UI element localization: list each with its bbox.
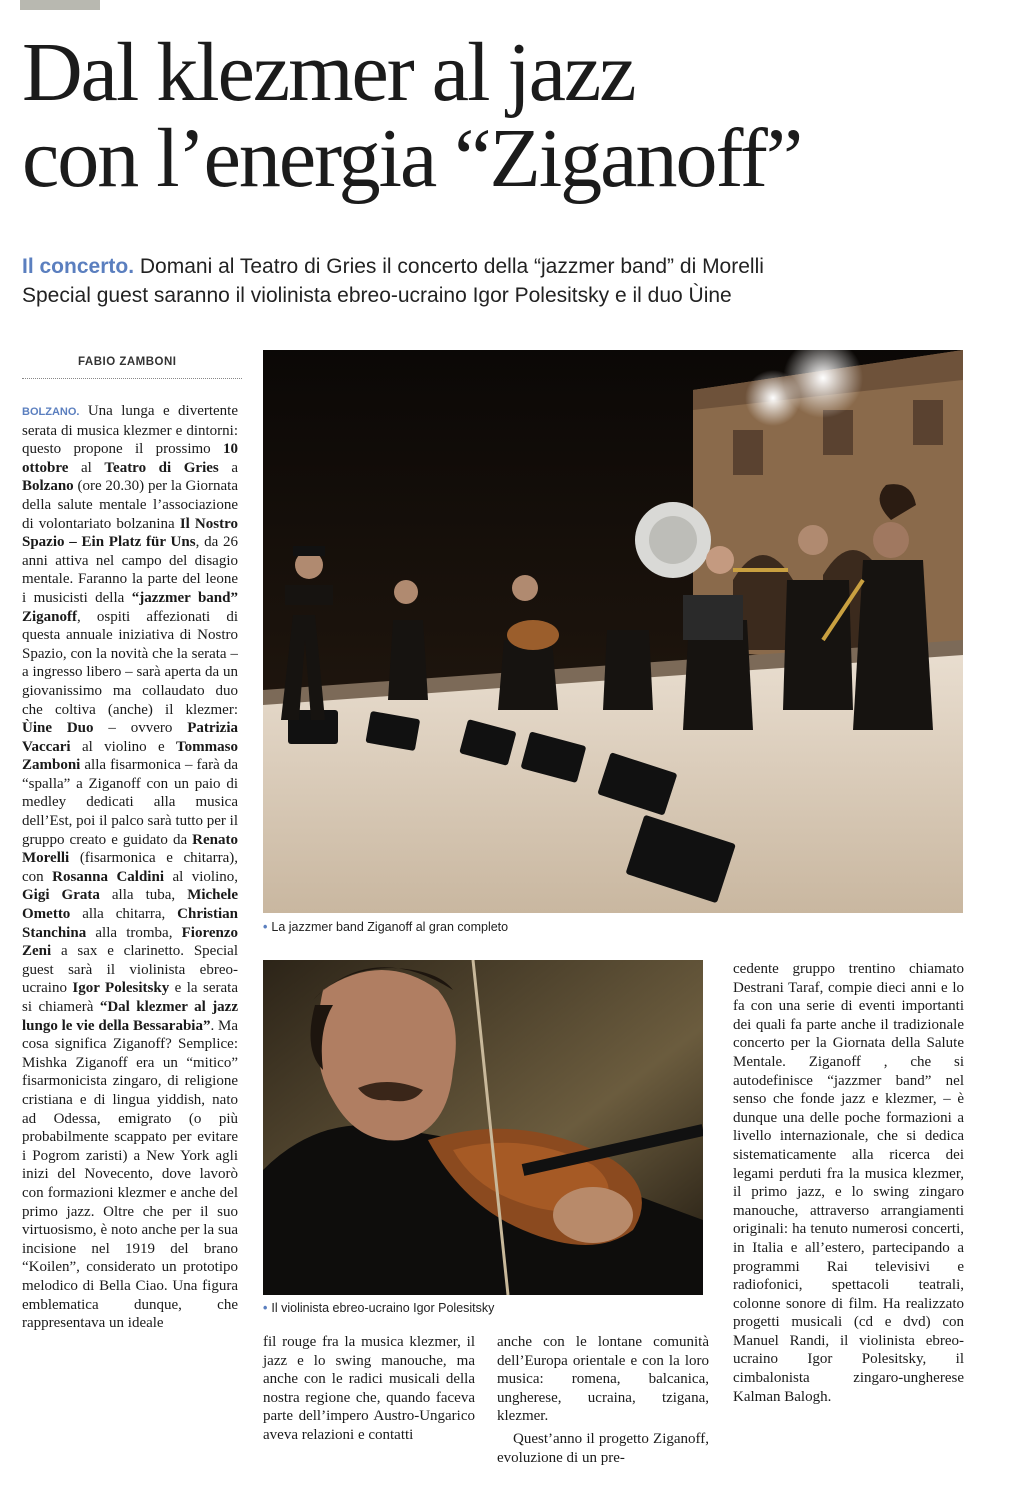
subhead-line-1	[22, 252, 1002, 281]
bold-text-run: “Dal klezmer al jazz lungo le vie della Bessarabia”	[22, 999, 238, 1034]
band-photo	[263, 350, 963, 913]
bold-text-run: Tommaso Zamboni	[22, 738, 238, 774]
subhead-kicker: Il concerto.	[22, 255, 135, 278]
top-color-bar	[20, 0, 100, 10]
bold-text-run: Patrizia Vaccari	[22, 720, 238, 755]
text-run: , da 26 anni attiva nel campo del disagio mentale. Faranno la parte del leone i musicisti della	[22, 534, 238, 606]
violinist-photo-caption	[263, 1301, 494, 1315]
band-caption-text: La jazzmer band Ziganoff al gran completo	[271, 920, 509, 934]
bold-text-run: Rosanna Caldini	[52, 868, 164, 885]
text-run: al violino,	[163, 868, 238, 885]
article-paragraph-1	[22, 402, 238, 1333]
bold-text-run: Gigi Grata	[22, 887, 100, 904]
text-run: alla tuba,	[99, 887, 188, 904]
bold-text-run: Fiorenzo Zeni	[22, 924, 238, 960]
dateline: BOLZANO.	[22, 406, 80, 418]
text-run: alla tromba,	[86, 924, 182, 941]
text-run: (ore 20.30) per la Giornata della salute mentale l’associazione di volontariato bolzanina	[22, 478, 238, 532]
article-paragraph-2: fil rouge fra la musica klezmer, il jazz e lo swing manouche, ma anche con le radici musicali della nostra regione che, quando faceva parte dell’impero Austro-Ungarico aveva relazioni e contatti	[263, 1334, 475, 1443]
subhead-text-2: Special guest saranno il violinista ebreo-ucraino Igor Polesitsky e il duo Ùine	[22, 284, 732, 307]
article-paragraph-3: anche con le lontane comunità dell’Europa orientale e con la loro musica: romena, balcanica, ungherese, ucraina, tzigana, klezmer.	[497, 1334, 709, 1425]
headline-line-1: Dal klezmer al jazz	[22, 26, 635, 119]
text-run: – ovvero	[93, 720, 188, 737]
byline: FABIO ZAMBONI	[78, 356, 177, 368]
bold-text-run: Ùine Duo	[22, 720, 94, 737]
caption-bullet-icon: •	[263, 920, 268, 934]
subhead-text-1: Domani al Teatro di Gries il concerto della “jazzmer band” di Morelli	[139, 255, 764, 278]
text-run: al	[68, 459, 105, 476]
bold-text-run: Il Nostro Spazio – Ein Platz für Uns	[22, 515, 238, 551]
text-run: alla chitarra,	[70, 906, 178, 923]
violinist-photo	[263, 960, 703, 1295]
bold-text-run: Christian Stanchina	[22, 906, 238, 941]
text-run: alla fisarmonica – farà da “spalla” a Ziganoff con un paio di medley dedicati alla musica dell’Est, poi il palco sarà tutto per il gruppo creato e guidato da	[22, 757, 238, 848]
caption-bullet-icon: •	[263, 1301, 268, 1315]
article-column-3	[497, 1333, 709, 1467]
text-run: a sax e clarinetto. Special guest sarà il violinista ebreo-ucraino	[22, 943, 238, 997]
article-column-1	[22, 402, 238, 1482]
violinist-photo-image	[263, 960, 703, 1295]
bold-text-run: 10 ottobre	[22, 441, 238, 476]
article-paragraph-5: cedente gruppo trentino chiamato Destrani Taraf, compie dieci anni e lo fa con una serie di eventi importanti dei quali fa parte anche il tradizionale concerto per la Giornata della Salute Mentale. Ziganoff , che si autodefinisce “jazzmer band” nel senso che fonde jazz e klezmer, – è dunque una delle poche formazioni a livello internazionale, che si dedica sistematicamente alla ricerca dei legami perduti fra la musica klezmer, il primo jazz, e lo swing zingaro manouche, attraverso arrangiamenti originali: ha tenuto numerosi concerti, in Italia e all’estero, partecipando a programmi Rai televisivi e radiofonici, spettacoli teatrali, colonne sonore di film. Ha realizzato progetti musicali (cd e dvd) con Manuel Randi, il violinista ebreo-ucraino Igor Polesitsky, il cimbalonista zingaro-ungherese Kalman Balogh.	[733, 961, 964, 1405]
article-column-4	[733, 960, 964, 1406]
violinist-caption-text: Il violinista ebreo-ucraino Igor Polesitsky	[271, 1301, 495, 1315]
bold-text-run: Renato Morelli	[22, 831, 238, 867]
text-run: Una lunga e divertente serata di musica klezmer e dintorni: questo propone il prossimo	[22, 403, 238, 458]
band-photo-caption	[263, 920, 508, 934]
article-column-2	[263, 1333, 475, 1445]
text-run: , ospiti affezionati di questa annuale iniziativa di Nostro Spazio, con la novità che la serata – a ingresso libero – sarà aperta da un giovanissimo ma collaudato duo che coltiva (anche) il klezmer:	[22, 608, 238, 718]
text-run: . Ma cosa significa Ziganoff? Semplice: Mishka Ziganoff era un “mitico” fisarmonicista zingaro, di religione cristiana e di lingua yiddish, nato ad Odessa, emigrato (o più probabilmente scappato per evitare i Pogrom zaristi) a New York agli inizi del Novecento, dove lavorò con formazioni klezmer e anche del primo jazz. Oltre che per il suo virtuosismo, è noto anche per la sua incisione nel 1919 del brano “Koilen”, considerato un prototipo melodico di Bella Ciao. Una figura emblematica dunque, che rappresentava un ideale	[22, 1017, 238, 1332]
headline-line-2: con l’energia “Ziganoff”	[22, 112, 802, 205]
bold-text-run: Michele Ometto	[22, 887, 238, 923]
text-run: (fisarmonica e chitarra), con	[22, 850, 238, 885]
bold-text-run: Bolzano	[22, 478, 74, 495]
headline	[22, 26, 1002, 205]
text-run: a	[218, 459, 238, 476]
article-paragraph-4: Quest’anno il progetto Ziganoff, evoluzione di un pre-	[497, 1430, 709, 1466]
bold-text-run: “jazzmer band” Ziganoff	[22, 589, 238, 625]
bold-text-run: Teatro di Gries	[104, 459, 219, 476]
text-run: e la serata si chiamerà	[22, 980, 238, 1015]
subhead	[22, 252, 1002, 310]
bold-text-run: Igor Polesitsky	[72, 980, 170, 997]
text-run: al violino e	[70, 738, 177, 755]
band-photo-image	[263, 350, 963, 913]
byline-rule	[22, 378, 242, 379]
